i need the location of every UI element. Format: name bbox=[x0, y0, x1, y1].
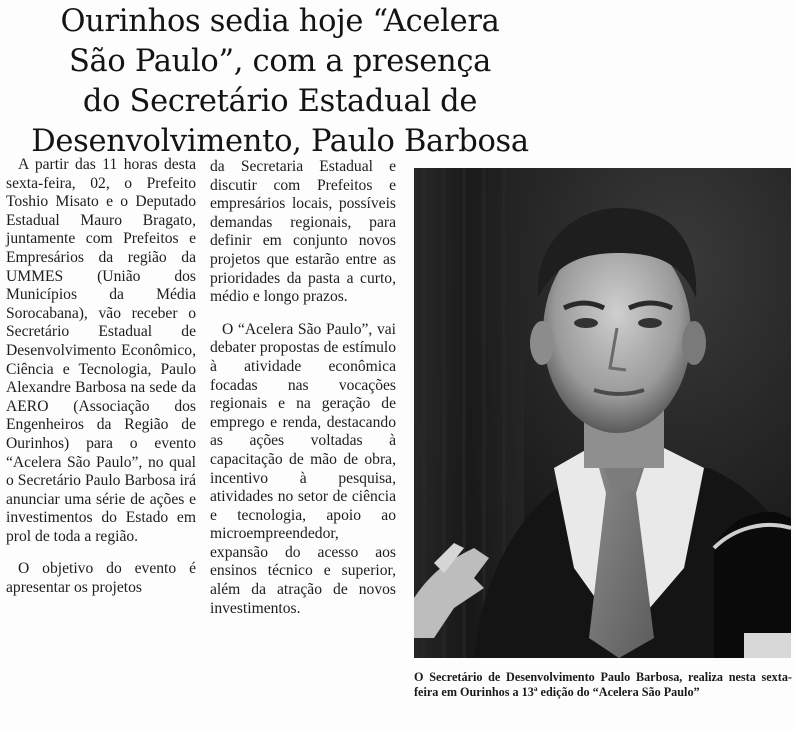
article-paragraph-4: O “Acelera São Paulo”, vai debater propostas de estímulo à atividade econômica focadas nas vocações regionais e na geração de emprego e renda, destacando as ações voltadas à capacitação de mão de obra, incentivo à pesquisa, atividades no setor de ciência e tecnologia, apoio ao microempreendedor, expansão do acesso aos ensinos técnico e superior, além da atração de novos investimentos. bbox=[210, 320, 396, 617]
headline-line-1: Ourinhos sedia hoje “Acelera bbox=[60, 4, 500, 39]
headline-line-3: do Secretário Estadual de bbox=[82, 84, 478, 119]
article-paragraph-3: da Secretaria Estadual e discutir com Prefeitos e empresários locais, possíveis demandas regionais, para definir em conjunto novos projetos que estarão entre as prioridades da pasta a curto, médio e longo prazos. bbox=[210, 158, 396, 306]
headline-line-2: São Paulo”, com a presença bbox=[68, 44, 492, 79]
article-paragraph-1: A partir das 11 horas desta sexta-feira, 02, o Prefeito Toshio Misato e o Deputado Estadual Mauro Bragato, juntamente com Prefeitos e Empresários da região da UMMES (União dos Municípios da Média Sorocabana), vão receber o Secretário Estadual de Desenvolvimento Econômico, Ciência e Tecnologia, Paulo Alexandre Barbosa na sede da AERO (Associação dos Engenheiros da Região de Ourinhos) para o evento “Acelera São Paulo”, no qual o Secretário Paulo Barbosa irá anunciar uma série de ações e investimentos do Estado em prol de toda a região. bbox=[6, 156, 196, 545]
article-column-1 bbox=[6, 156, 196, 612]
headline-line-4: Desenvolvimento, Paulo Barbosa bbox=[31, 124, 529, 159]
photo-caption: O Secretário de Desenvolvimento Paulo Barbosa, realiza nesta sexta-feira em Ourinhos a 13ª edição do “Acelera São Paulo” bbox=[414, 670, 792, 699]
article-paragraph-2: O objetivo do evento é apresentar os projetos bbox=[6, 560, 196, 597]
article-column-2 bbox=[210, 158, 396, 632]
portrait-photo bbox=[414, 168, 791, 658]
headline bbox=[0, 2, 560, 162]
